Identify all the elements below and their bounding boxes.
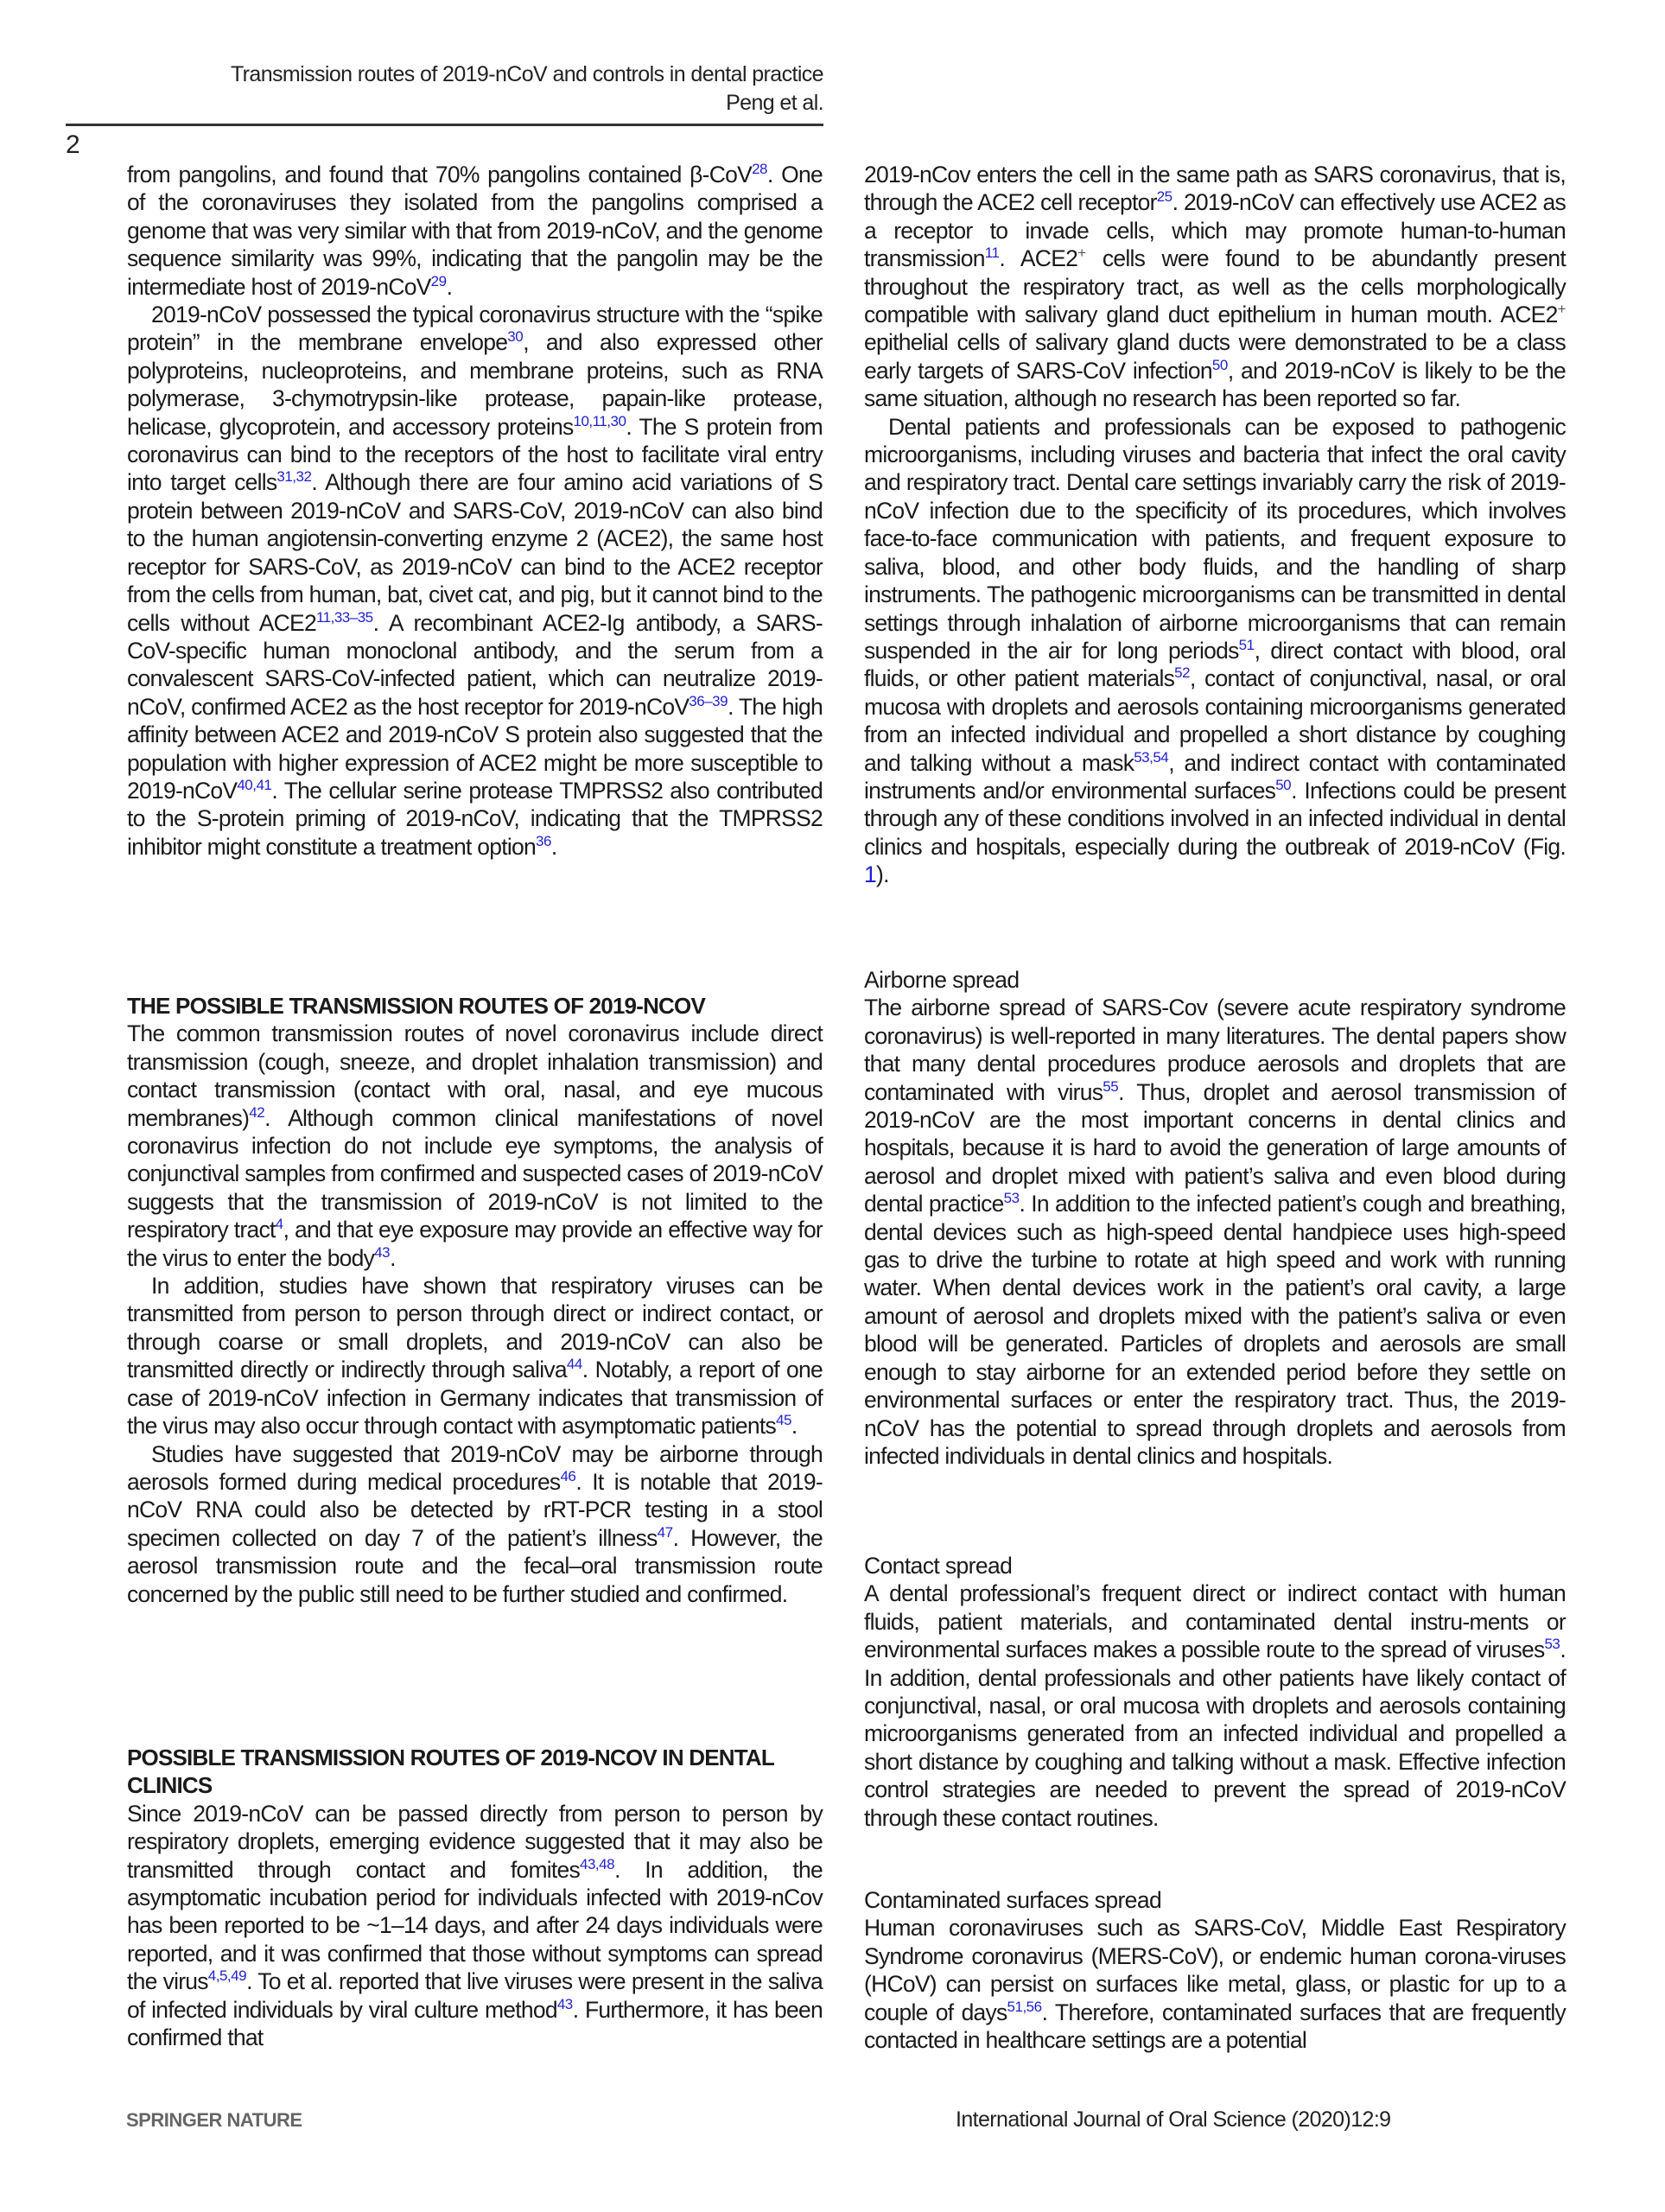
paragraph: The common transmission routes of novel coronavirus include direct transmission (cough, sneeze, and droplet inhalation transmission) and contact transmission (contact with oral, nasal, and eye mucous membranes)$^{42}$. Although common clinical manifestations of novel coronavirus infection do not include eye symptoms, the analysis of conjunctival samples from confirmed and suspected cases of 2019-nCoV suggests that the transmission of 2019-nCoV is not limited to the respiratory tract$^4$, and that eye exposure may provide an effective way for the virus to enter the body$^{43}$.: [127, 1020, 823, 1271]
citation-link[interactable]: 11,33–35: [315, 608, 373, 626]
citation-link[interactable]: 4: [275, 1216, 283, 1233]
section-heading: POSSIBLE TRANSMISSION ROUTES OF 2019-NCOV IN DENTAL CLINICS: [127, 1745, 774, 1799]
right-column-block-1: [864, 161, 1566, 889]
superscript-plus: +: [1557, 301, 1566, 318]
citation-link[interactable]: 11: [984, 245, 1000, 262]
citation-link[interactable]: 53: [1544, 1636, 1560, 1653]
citation-link[interactable]: 42: [249, 1103, 265, 1121]
subsection-heading-airborne: Airborne spread: [864, 967, 1020, 993]
right-column-block-2: [864, 966, 1566, 1470]
citation-link[interactable]: 53: [1003, 1190, 1020, 1207]
citation-link[interactable]: 4,5,49: [207, 1967, 247, 1985]
citation-link[interactable]: 53,54: [1134, 748, 1169, 766]
citation-link[interactable]: 47: [657, 1523, 673, 1541]
right-column-block-4: [864, 1886, 1566, 2054]
paragraph: The airborne spread of SARS-Cov (severe acute respiratory syndrome coronavirus) is well-reported in many literatures. The dental papers show that many dental procedures produce aerosols and droplets that are contaminated with virus$^{55}$. Thus, droplet and aerosol transmission of 2019-nCoV are the most important concerns in dental clinics and hospitals, because it is hard to avoid the generation of large amounts of aerosol and droplet mixed with patient’s saliva and even blood during dental practice$^{53}$. In addition to the infected patient’s cough and breathing, dental devices such as high-speed dental handpiece uses high-speed gas to drive the turbine to rotate at high speed and work with running water. When dental devices work in the patient’s oral cavity, a large amount of aerosol and droplets mixed with the patient’s saliva or even blood will be generated. Particles of droplets and aerosols are small enough to stay airborne for an extended period before they settle on environmental surfaces or enter the respiratory tract. Thus, the 2019-nCoV has the potential to spread through droplets and aerosols from infected individuals in dental clinics and hospitals.: [864, 995, 1566, 1469]
citation-link[interactable]: 51: [1238, 636, 1255, 653]
left-column-block-3: [127, 1744, 823, 2051]
citation-link[interactable]: 43: [374, 1243, 391, 1261]
citation-link[interactable]: 52: [1174, 664, 1191, 682]
subsection-heading-contact: Contact spread: [864, 1553, 1013, 1579]
citation-link[interactable]: 36–39: [689, 692, 728, 709]
paragraph: from pangolins, and found that 70% pangolins contained β-CoV$^{28}$. One of the coronaviruses they isolated from the pangolins comprised a genome that was very similar with that from 2019-nCoV, and the genome sequence similarity was 99%, indicating that the pangolin may be the intermediate host of 2019-nCoV$^{29}$.: [127, 161, 823, 300]
paragraph: 2019-nCov enters the cell in the same path as SARS coronavirus, that is, through the ACE2 cell receptor$^{25}$. 2019-nCoV can effectively use ACE2 as a receptor to invade cells, which may promote human-to-human transmission$^{11}$. ACE2+ cells were found to be abundantly present throughout the respiratory tract, as well as the cells morphologically compatible with salivary gland duct epithelium in human mouth. ACE2+ epithelial cells of salivary gland ducts were demonstrated to be a class early targets of SARS-CoV infection$^{50}$, and 2019-nCoV is likely to be the same situation, although no research has been reported so far.: [864, 162, 1566, 412]
paragraph: 2019-nCoV possessed the typical coronavirus structure with the “spike protein” in the membrane envelope$^{30}$, and also expressed other polyproteins, nucleoproteins, and membrane proteins, such as RNA polymerase, 3-chymotrypsin-like protease, papain-like protease, helicase, glycoprotein, and accessory proteins$^{10,11,30}$. The S protein from coronavirus can bind to the receptors of the host to facilitate viral entry into target cells$^{31,32}$. Although there are four amino acid variations of S protein between 2019-nCoV and SARS-CoV, 2019-nCoV can also bind to the human angiotensin-converting enzyme 2 (ACE2), the same host receptor for SARS-CoV, as 2019-nCoV can bind to the ACE2 receptor from the cells from human, bat, civet cat, and pig, but it cannot bind to the cells without ACE2$^{11,33-35}$. A recombinant ACE2-Ig antibody, a SARS-CoV-specific human monoclonal antibody, and the serum from a convalescent SARS-CoV-infected patient, which can neutralize 2019-nCoV, confirmed ACE2 as the host receptor for 2019-nCoV$^{36-39}$. The high affinity between ACE2 and 2019-nCoV S protein also suggested that the population with higher expression of ACE2 might be more susceptible to 2019-nCoV$^{40,41}$. The cellular serine protease TMPRSS2 also contributed to the S-protein priming of 2019-nCoV, indicating that the TMPRSS2 inhibitor might constitute a treatment option$^{36}$.: [127, 302, 823, 860]
citation-link[interactable]: 46: [560, 1467, 576, 1484]
citation-link[interactable]: 55: [1103, 1077, 1119, 1095]
running-title: Transmission routes of 2019-nCoV and controls in dental practice: [230, 62, 823, 86]
paragraph: In addition, studies have shown that respiratory viruses can be transmitted from person to person through direct or indirect contact, or through coarse or small droplets, and 2019-nCoV can also be transmitted directly or indirectly through saliva$^{44}$. Notably, a report of one case of 2019-nCoV infection in Germany indicates that transmission of the virus may also occur through contact with asymptomatic patients$^{45}$.: [127, 1273, 823, 1440]
paragraph: Since 2019-nCoV can be passed directly from person to person by respiratory droplets, emerging evidence suggested that it may also be transmitted through contact and fomites$^{43,48}$. In addition, the asymptomatic incubation period for individuals infected with 2019-nCov has been reported to be ~1–14 days, and after 24 days individuals were reported, and it was confirmed that those without symptoms can spread the virus$^{4,5,49}$. To et al. reported that live viruses were present in the saliva of infected individuals by viral culture method$^{43}$. Furthermore, it has been confirmed that: [127, 1800, 823, 2051]
subsection-heading-surfaces: Contaminated surfaces spread: [864, 1887, 1162, 1913]
citation-link[interactable]: 10,11,30: [573, 412, 626, 429]
paragraph: Human coronaviruses such as SARS-CoV, Middle East Respiratory Syndrome coronavirus (MERS-CoV), or endemic human corona-viruses (HCoV) can persist on surfaces like metal, glass, or plastic for up to a couple of days$^{51,56}$. Therefore, contaminated surfaces that are frequently contacted in healthcare settings are a potential: [864, 1915, 1566, 2054]
citation-link[interactable]: 51,56: [1007, 1998, 1042, 2015]
citation-link[interactable]: 30: [507, 328, 524, 346]
citation-link[interactable]: 28: [752, 161, 767, 177]
citation-link[interactable]: 36: [535, 832, 551, 849]
section-heading: THE POSSIBLE TRANSMISSION ROUTES OF 2019-NCOV: [127, 993, 705, 1019]
citation-link[interactable]: 25: [1156, 188, 1172, 206]
journal-citation: International Journal of Oral Science (2020)12:9: [956, 2107, 1391, 2132]
header-rule: [66, 124, 823, 126]
left-column-block-1: [127, 161, 823, 861]
citation-link[interactable]: 50: [1211, 356, 1228, 373]
figure-link[interactable]: 1: [864, 861, 876, 888]
paragraph: Dental patients and professionals can be exposed to pathogenic microorganisms, including viruses and bacteria that infect the oral cavity and respiratory tract. Dental care settings invariably carry the risk of 2019-nCoV infection due to the specificity of its procedures, which involves face-to-face communication with patients, and frequent exposure to saliva, blood, and other body fluids, and the handling of sharp instruments. The pathogenic microorganisms can be transmitted in dental settings through inhalation of airborne microorganisms that can remain suspended in the air for long periods$^{51}$, direct contact with blood, oral fluids, or other patient materials$^{52}$, contact of conjunctival, nasal, or oral mucosa with droplets and aerosols containing microorganisms generated from an infected individual and propelled a short distance by coughing and talking without a mask$^{53,54}$, and indirect contact with contaminated instruments and/or environmental surfaces$^{50}$. Infections could be present through any of these conditions involved in an infected individual in dental clinics and hospitals, especially during the outbreak of 2019-nCoV (Fig. 1).: [864, 413, 1566, 888]
citation-link[interactable]: 44: [566, 1356, 582, 1373]
paragraph: Studies have suggested that 2019-nCoV may be airborne through aerosols formed during medical procedures$^{46}$. It is notable that 2019-nCoV RNA could also be detected by rRT-PCR testing in a stool specimen collected on day 7 of the patient’s illness$^{47}$. However, the aerosol transmission route and the fecal–oral transmission route concerned by the public still need to be further studied and confirmed.: [127, 1440, 823, 1607]
citation-link[interactable]: 45: [776, 1412, 791, 1429]
citation-link[interactable]: 50: [1275, 776, 1292, 793]
left-column-block-2: [127, 992, 823, 1608]
right-column-block-3: [864, 1552, 1566, 1832]
running-header: [130, 60, 823, 118]
citation-link[interactable]: 43,48: [580, 1855, 615, 1872]
citation-link[interactable]: 43: [556, 1995, 573, 2012]
page-number: 2: [66, 130, 80, 159]
superscript-plus: +: [1077, 245, 1086, 262]
running-authors: Peng et al.: [726, 91, 823, 115]
citation-link[interactable]: 29: [430, 272, 447, 289]
citation-link[interactable]: 31,32: [276, 468, 312, 486]
paragraph: A dental professional’s frequent direct or indirect contact with human fluids, patient materials, and contaminated dental instru-ments or environmental surfaces makes a possible route to the spread of viruses$^{53}$. In addition, dental professionals and other patients have likely contact of conjunctival, nasal, or oral mucosa with droplets and aerosols containing microorganisms generated from an infected individual and propelled a short distance by coughing and talking without a mask. Effective infection control strategies are needed to prevent the spread of 2019-nCoV through these contact routines.: [864, 1580, 1566, 1831]
citation-link[interactable]: 40,41: [237, 776, 272, 793]
springer-nature-logo: SPRINGER NATURE: [126, 2109, 302, 2131]
